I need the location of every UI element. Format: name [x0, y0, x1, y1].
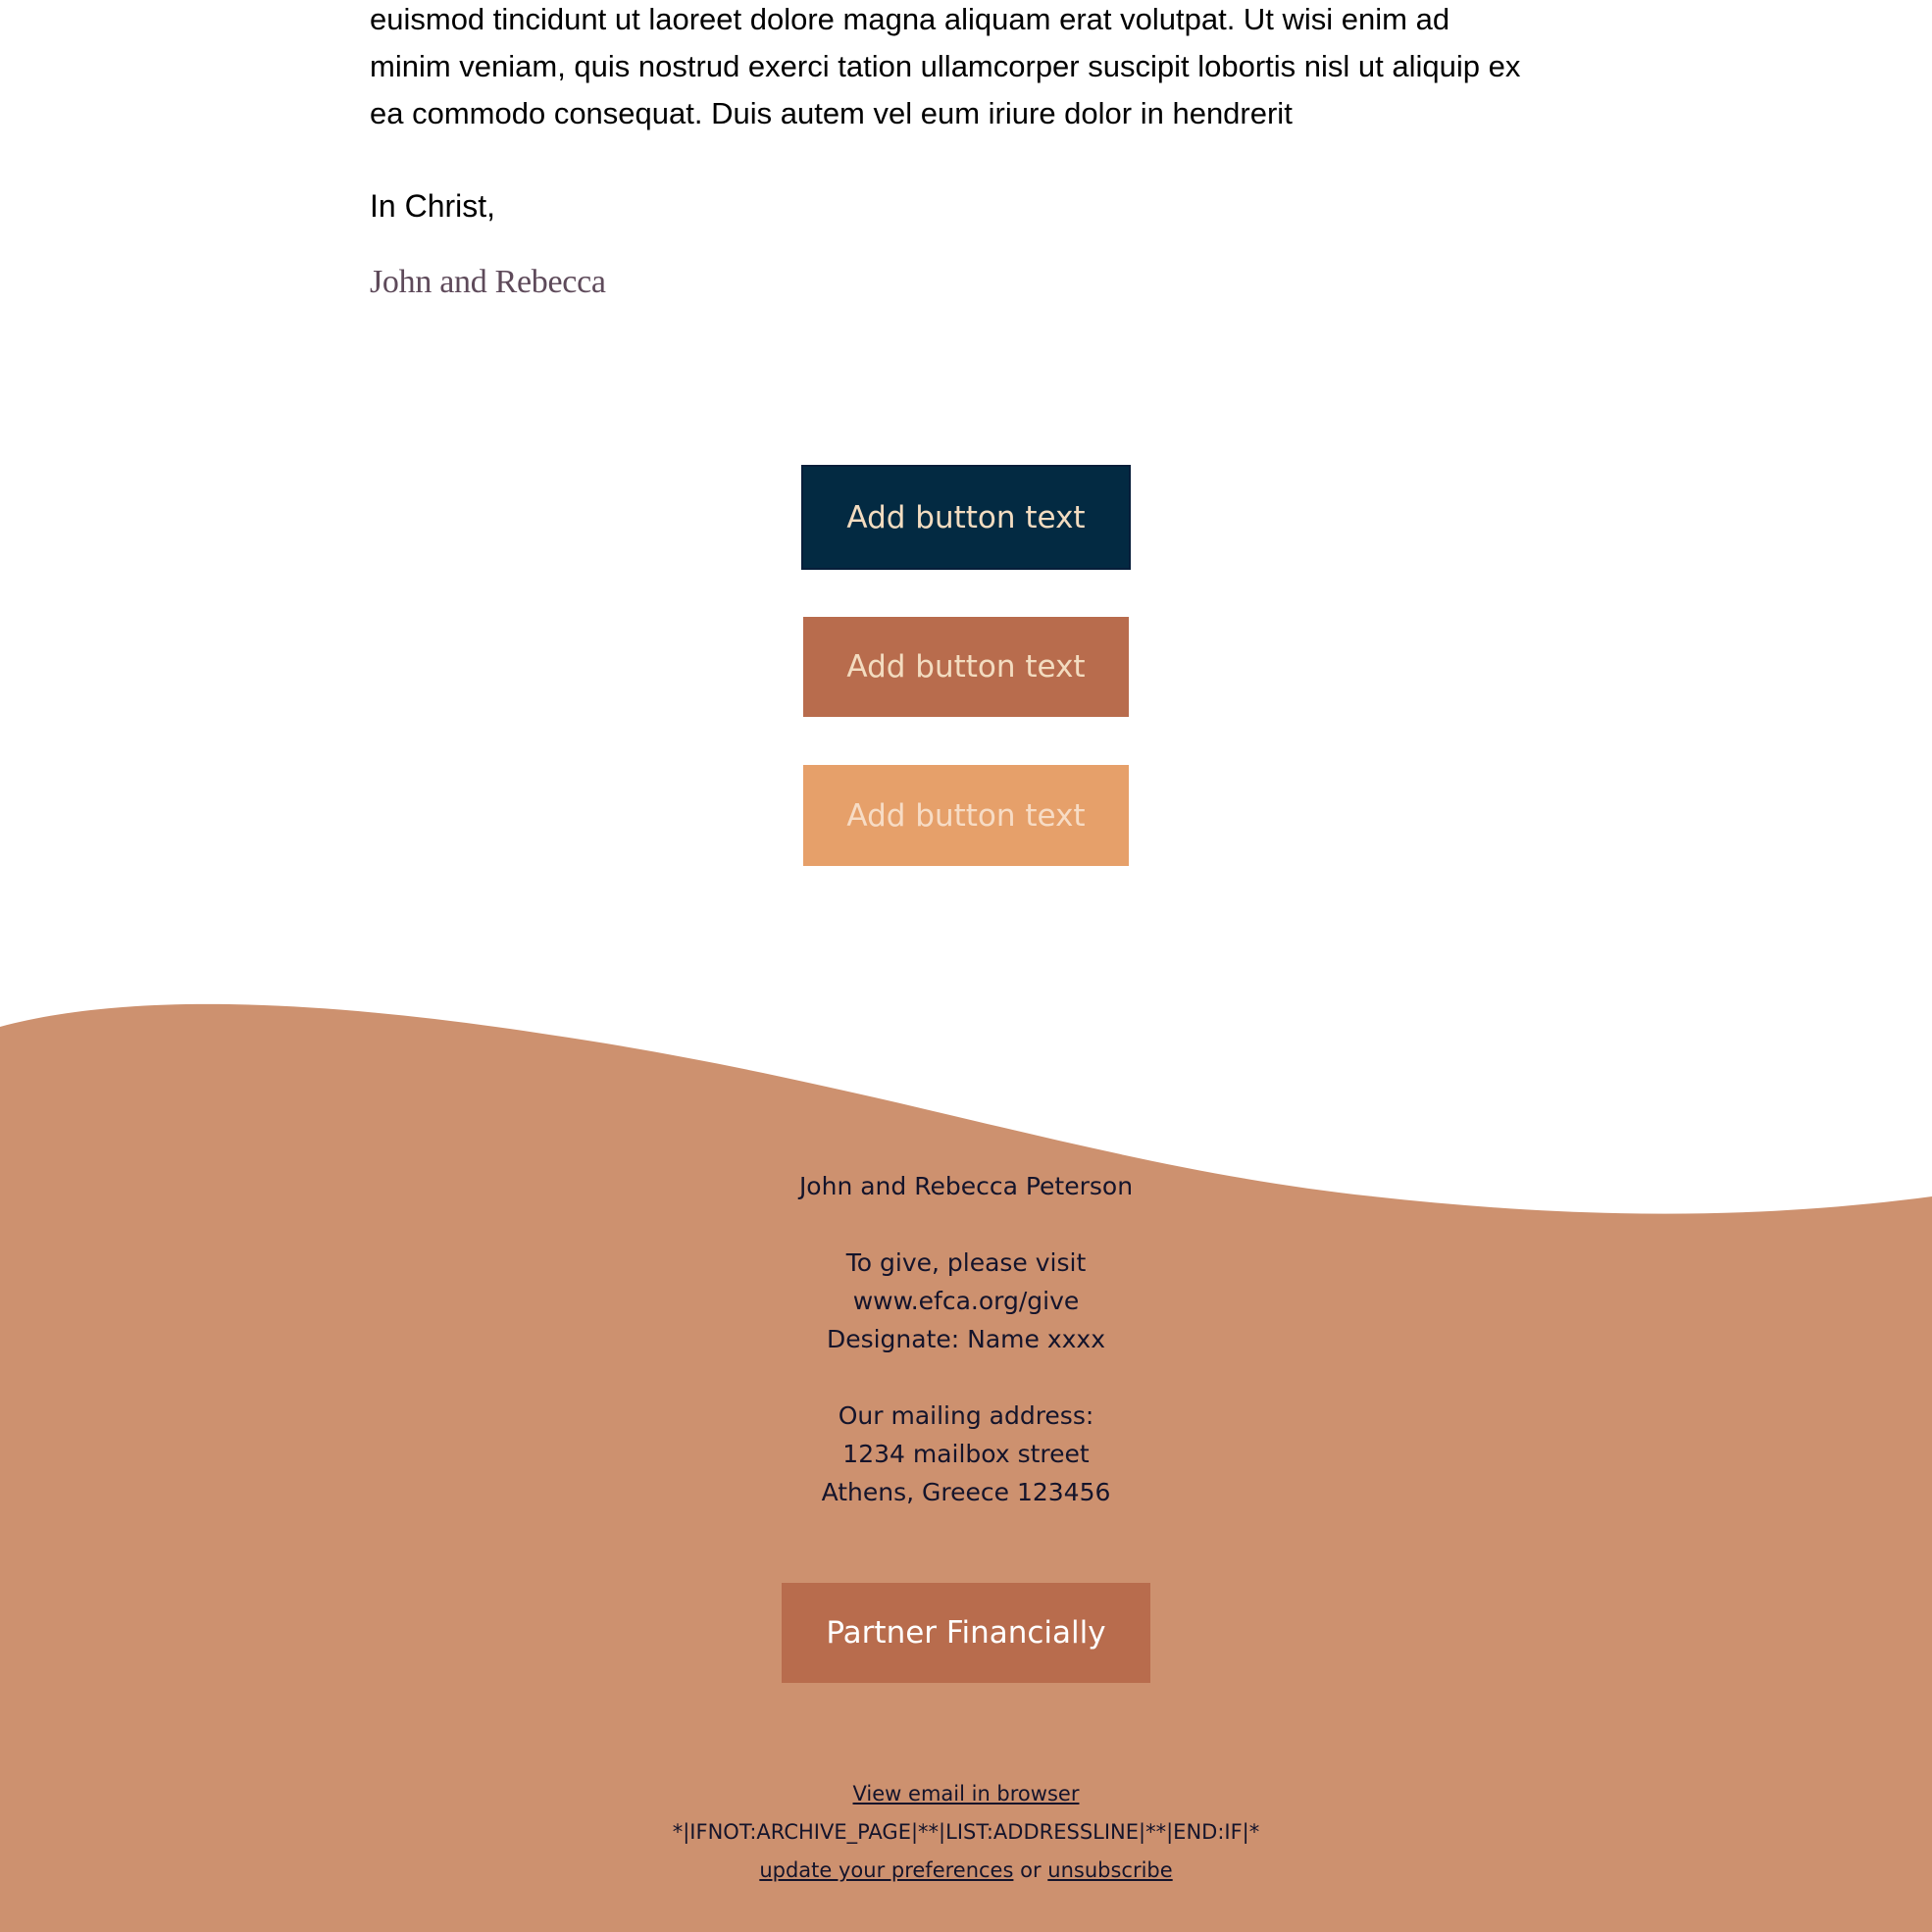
letter-body	[370, 0, 1576, 300]
letter-line: minim veniam, quis nostrud exerci tation ullamcorper suscipit lobortis nisl ut aliquip ex	[370, 49, 1521, 83]
footer-street: 1234 mailbox street	[842, 1440, 1090, 1468]
footer-links	[0, 1775, 1932, 1890]
letter-paragraph	[370, 0, 1576, 137]
update-preferences-link[interactable]: update your preferences	[759, 1858, 1014, 1882]
add-button-terracotta[interactable]: Add button text	[803, 617, 1129, 717]
letter-closing: In Christ,	[370, 188, 496, 224]
letter-signature: John and Rebecca	[370, 264, 606, 300]
footer-name: John and Rebecca Peterson	[798, 1172, 1134, 1200]
add-button-peach[interactable]: Add button text	[803, 765, 1129, 866]
footer-mailing-label: Our mailing address:	[838, 1401, 1094, 1430]
partner-financially-button[interactable]: Partner Financially	[782, 1583, 1150, 1683]
letter-line: ea commodo consequat. Duis autem vel eum iriure dolor in hendrerit	[370, 96, 1293, 130]
or-text: or	[1020, 1858, 1042, 1882]
add-button-navy[interactable]: Add button text	[801, 465, 1131, 570]
footer-city: Athens, Greece 123456	[821, 1478, 1111, 1506]
view-in-browser-link[interactable]: View email in browser	[852, 1782, 1080, 1805]
unsubscribe-link[interactable]: unsubscribe	[1047, 1858, 1173, 1882]
footer-designate: Designate: Name xxxx	[826, 1325, 1106, 1353]
footer-give-url: www.efca.org/give	[852, 1287, 1080, 1315]
footer-give-intro: To give, please visit	[845, 1248, 1087, 1277]
letter-line: euismod tincidunt ut laoreet dolore magna aliquam erat volutpat. Ut wisi enim ad	[370, 2, 1450, 36]
footer-info	[0, 1167, 1932, 1511]
merge-tag-text: *|IFNOT:ARCHIVE_PAGE|**|LIST:ADDRESSLINE|**|END:IF|*	[672, 1820, 1260, 1844]
